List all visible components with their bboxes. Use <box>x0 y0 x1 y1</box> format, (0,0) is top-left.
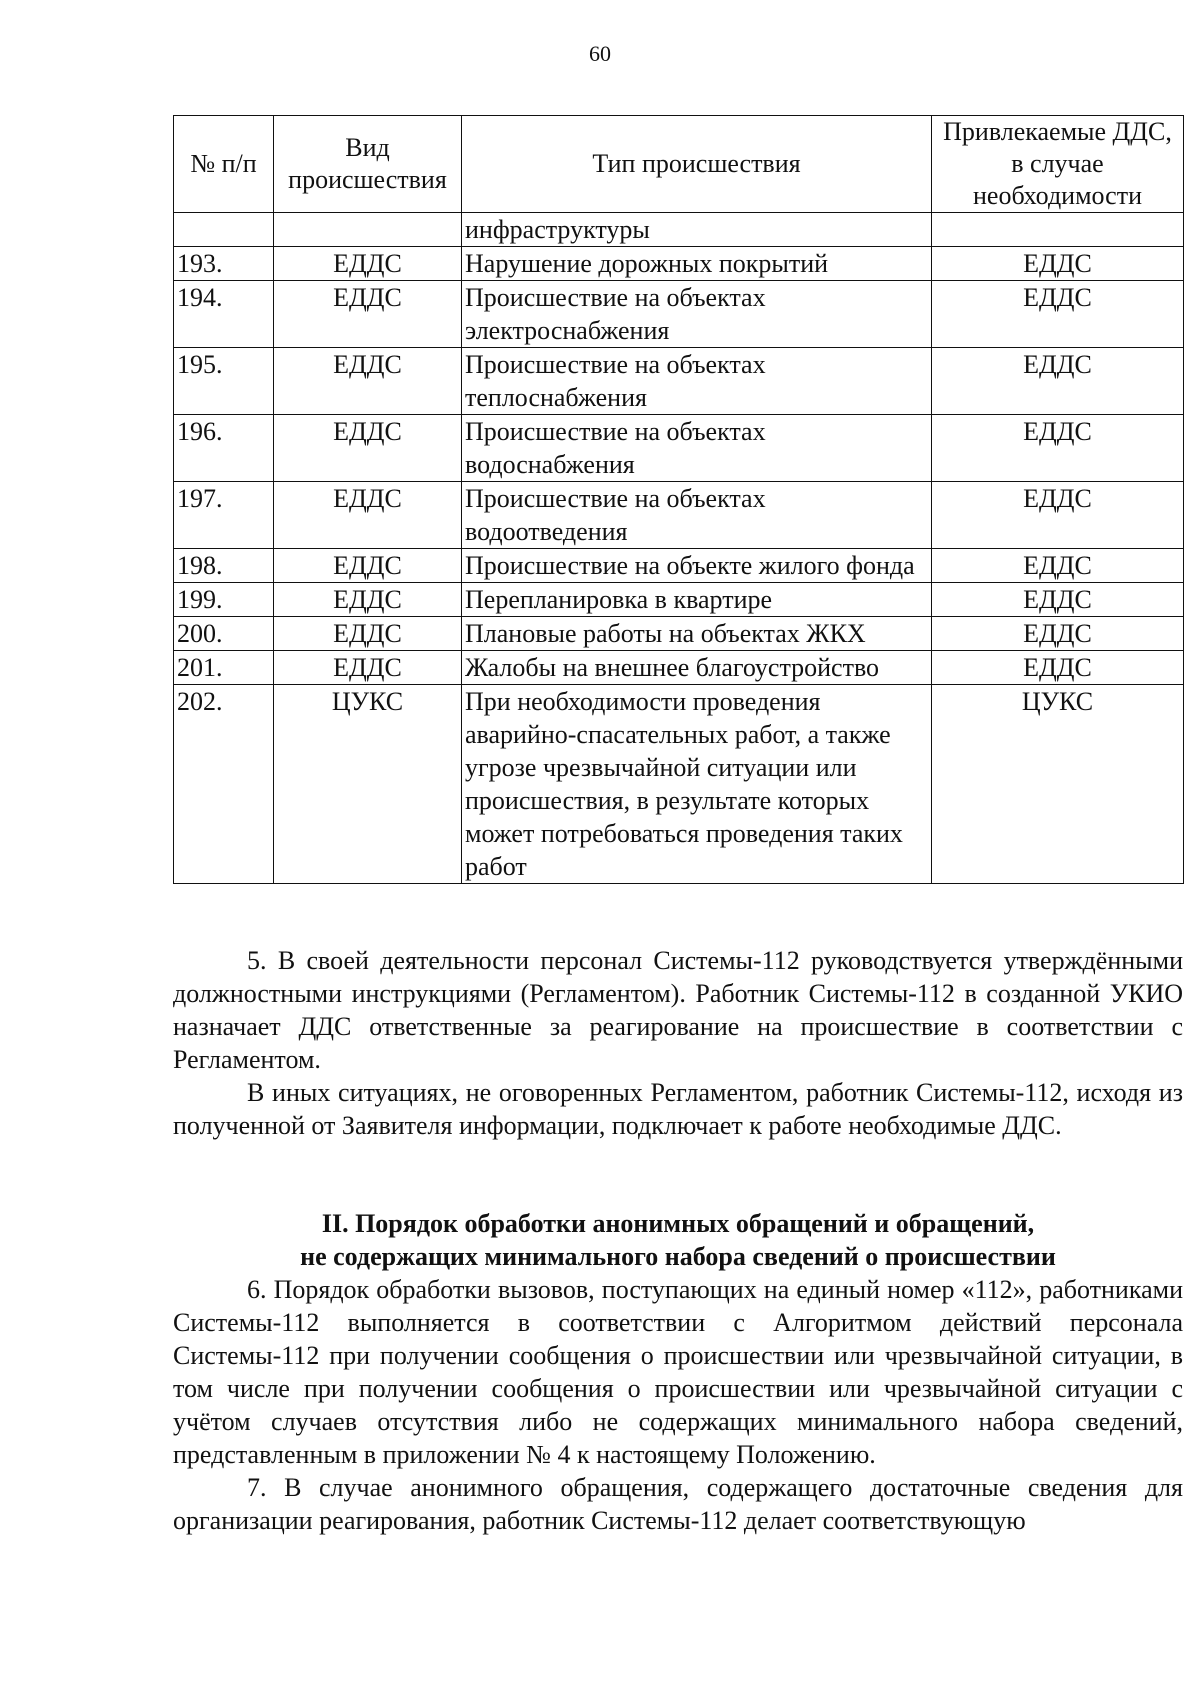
row-incident-kind: ЕДДС <box>274 247 462 281</box>
row-incident-type: Происшествие на объектах водоотведения <box>462 482 932 549</box>
row-incident-kind: ЕДДС <box>274 415 462 482</box>
section-body-after-heading <box>173 1273 1183 1537</box>
paragraph-7: 7. В случае анонимного обращения, содержащего достаточные сведения для организации реагирования, работник Системы-112 делает соответствующую <box>173 1473 1183 1535</box>
table-row <box>174 213 1184 247</box>
row-number: 196. <box>174 415 274 482</box>
section-heading <box>173 1207 1183 1273</box>
page-number: 60 <box>589 41 611 66</box>
row-number: 193. <box>174 247 274 281</box>
row-number <box>174 213 274 247</box>
header-row <box>174 116 1184 213</box>
row-involved-services: ЕДДС <box>932 348 1184 415</box>
row-involved-services: ЕДДС <box>932 482 1184 549</box>
table-row <box>174 247 1184 281</box>
row-incident-type: Плановые работы на объектах ЖКХ <box>462 617 932 651</box>
row-incident-kind: ЕДДС <box>274 549 462 583</box>
table-row <box>174 583 1184 617</box>
row-involved-services: ЕДДС <box>932 651 1184 685</box>
row-incident-type: Происшествие на объектах электроснабжения <box>462 281 932 348</box>
row-incident-type: Жалобы на внешнее благоустройство <box>462 651 932 685</box>
section-heading-line-2: не содержащих минимального набора сведений о происшествии <box>300 1242 1056 1271</box>
row-involved-services: ЕДДС <box>932 617 1184 651</box>
table-row <box>174 281 1184 348</box>
row-incident-type: Нарушение дорожных покрытий <box>462 247 932 281</box>
section-body-before-heading <box>173 944 1183 1142</box>
row-incident-type: При необходимости проведения аварийно-спасательных работ, а также угрозе чрезвычайной ситуации или происшествия, в результате которых может потребоваться проведения таких работ <box>462 685 932 884</box>
row-incident-type: инфраструктуры <box>462 213 932 247</box>
table-row <box>174 348 1184 415</box>
row-involved-services: ЦУКС <box>932 685 1184 884</box>
row-involved-services <box>932 213 1184 247</box>
row-involved-services: ЕДДС <box>932 247 1184 281</box>
row-involved-services: ЕДДС <box>932 415 1184 482</box>
section-heading-line-1: II. Порядок обработки анонимных обращений и обращений, <box>321 1209 1035 1238</box>
incident-table <box>173 115 1184 884</box>
table-row <box>174 685 1184 884</box>
row-incident-kind: ЕДДС <box>274 482 462 549</box>
header-incident-kind: Вид происшествия <box>274 116 462 213</box>
row-number: 198. <box>174 549 274 583</box>
row-involved-services: ЕДДС <box>932 583 1184 617</box>
row-involved-services: ЕДДС <box>932 549 1184 583</box>
row-incident-kind: ЕДДС <box>274 281 462 348</box>
incident-table-body <box>174 213 1184 884</box>
row-involved-services: ЕДДС <box>932 281 1184 348</box>
row-incident-kind: ЕДДС <box>274 617 462 651</box>
row-incident-kind: ЕДДС <box>274 348 462 415</box>
row-incident-kind <box>274 213 462 247</box>
row-number: 199. <box>174 583 274 617</box>
row-number: 201. <box>174 651 274 685</box>
header-incident-type: Тип происшествия <box>462 116 932 213</box>
row-number: 200. <box>174 617 274 651</box>
row-number: 194. <box>174 281 274 348</box>
table-row <box>174 415 1184 482</box>
header-number: № п/п <box>174 116 274 213</box>
row-number: 202. <box>174 685 274 884</box>
incident-table-header <box>174 116 1184 213</box>
row-incident-type: Происшествие на объектах теплоснабжения <box>462 348 932 415</box>
table-row <box>174 651 1184 685</box>
table-row <box>174 617 1184 651</box>
row-number: 197. <box>174 482 274 549</box>
row-number: 195. <box>174 348 274 415</box>
row-incident-type: Происшествие на объектах водоснабжения <box>462 415 932 482</box>
paragraph-6: 6. Порядок обработки вызовов, поступающих на единый номер «112», работниками Системы-112 выполняется в соответствии с Алгоритмом действий персонала Системы-112 при получении сообщения о происшествии или чрезвычайной ситуации, в том числе при получении сообщения о происшествии или чрезвычайной ситуации с учётом случаев отсутствия либо не содержащих минимального набора сведений, представленным в приложении № 4 к настоящему Положению. <box>173 1275 1183 1469</box>
paragraph-other-situations: В иных ситуациях, не оговоренных Регламентом, работник Системы-112, исходя из полученной от Заявителя информации, подключает к работе необходимые ДДС. <box>173 1078 1183 1140</box>
row-incident-type: Перепланировка в квартире <box>462 583 932 617</box>
row-incident-type: Происшествие на объекте жилого фонда <box>462 549 932 583</box>
row-incident-kind: ЦУКС <box>274 685 462 884</box>
row-incident-kind: ЕДДС <box>274 651 462 685</box>
paragraph-5: 5. В своей деятельности персонал Системы-112 руководствуется утверждёнными должностными инструкциями (Регламентом). Работник Системы-112 в созданной УКИО назначает ДДС ответственные за реагирование на происшествие в соответствии с Регламентом. <box>173 946 1183 1074</box>
table-row <box>174 482 1184 549</box>
table-row <box>174 549 1184 583</box>
header-involved-services: Привлекаемые ДДС, в случае необходимости <box>932 116 1184 213</box>
row-incident-kind: ЕДДС <box>274 583 462 617</box>
